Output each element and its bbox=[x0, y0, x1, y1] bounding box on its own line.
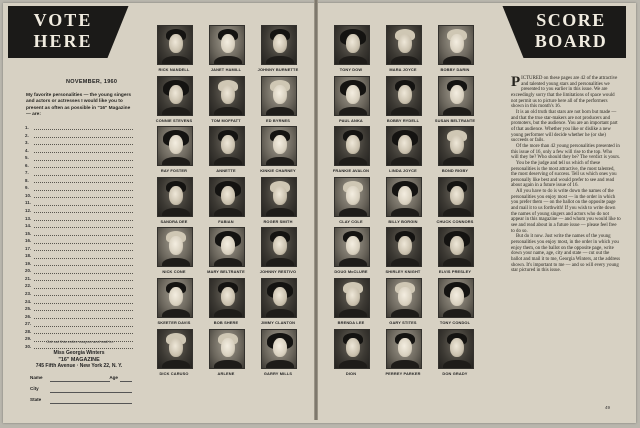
star-portrait bbox=[148, 125, 200, 176]
ballot-line-number: 8. bbox=[25, 177, 29, 183]
page-gutter bbox=[314, 0, 318, 420]
ballot-line-number: 17. bbox=[25, 245, 32, 251]
portrait-caption: SHIRLEY KNIGHT bbox=[385, 269, 421, 275]
ballot-line-number: 22. bbox=[25, 283, 32, 289]
portrait-caption: DON GRADY bbox=[442, 370, 468, 376]
portrait-photo bbox=[209, 177, 245, 217]
star-portrait bbox=[429, 75, 481, 126]
ballot-line-number: 28. bbox=[25, 328, 32, 334]
portrait-caption: BOBBY RYDELL bbox=[386, 117, 420, 123]
portrait-photo bbox=[438, 76, 474, 116]
portrait-caption: FABIAN bbox=[218, 218, 234, 224]
ballot-line-rule[interactable] bbox=[34, 182, 133, 183]
ballot-line-rule[interactable] bbox=[34, 152, 133, 153]
ballot-line-number: 2. bbox=[25, 132, 29, 138]
star-portrait bbox=[148, 75, 200, 126]
portrait-photo bbox=[386, 25, 422, 65]
ballot-line[interactable] bbox=[25, 237, 135, 245]
ballot-line-number: 20. bbox=[25, 268, 32, 274]
portrait-caption: ROGER SMITH bbox=[263, 218, 293, 224]
ballot-intro: My favorite personalities — the young singers and actors or actresses I would like you to present as often as possible in "16" Magazine — are: bbox=[26, 93, 132, 118]
ballot-line-number: 24. bbox=[25, 298, 32, 304]
portrait-caption: ANNETTE bbox=[216, 168, 236, 174]
mail-to-name: Miss Georgia Winters bbox=[53, 350, 105, 356]
ballot-line[interactable] bbox=[25, 147, 135, 155]
star-portrait bbox=[429, 24, 481, 75]
portrait-photo bbox=[261, 25, 297, 65]
name-field[interactable] bbox=[30, 375, 132, 383]
portrait-photo bbox=[334, 278, 370, 318]
ballot-line-number: 9. bbox=[25, 185, 29, 191]
ballot-line-rule[interactable] bbox=[34, 167, 133, 168]
portrait-photo bbox=[209, 227, 245, 267]
portrait-photo bbox=[209, 278, 245, 318]
portrait-caption: DICK CARUSO bbox=[159, 370, 189, 376]
ballot-line-number: 13. bbox=[25, 215, 32, 221]
ballot-line-number: 4. bbox=[25, 147, 29, 153]
ballot-line-rule[interactable] bbox=[34, 129, 133, 130]
ballot-line[interactable] bbox=[25, 320, 135, 328]
portrait-caption: BOBBY DARIN bbox=[440, 67, 470, 72]
ballot-line-number: 16. bbox=[25, 238, 32, 244]
star-portrait bbox=[325, 176, 377, 227]
ballot-line[interactable] bbox=[25, 328, 135, 336]
portrait-photo bbox=[261, 126, 297, 166]
star-portrait bbox=[325, 226, 377, 277]
portrait-photo bbox=[261, 76, 297, 116]
ballot-line[interactable] bbox=[25, 132, 135, 140]
portrait-caption: RAY FOSTER bbox=[160, 168, 188, 174]
ballot-line-rule[interactable] bbox=[34, 303, 133, 304]
drop-cap: P bbox=[511, 74, 521, 90]
star-portrait bbox=[377, 125, 429, 176]
ballot-line[interactable] bbox=[25, 260, 135, 268]
ballot-line-number: 3. bbox=[25, 140, 29, 146]
score-board-banner bbox=[495, 6, 626, 58]
star-portrait bbox=[377, 277, 429, 328]
star-portrait bbox=[148, 176, 200, 227]
ballot-line-number: 6. bbox=[25, 162, 29, 168]
star-portrait bbox=[429, 125, 481, 176]
portrait-caption: BILLY BORGIN bbox=[388, 218, 418, 224]
star-portrait bbox=[429, 328, 481, 379]
ballot-line-number: 21. bbox=[25, 275, 32, 281]
ballot-line-rule[interactable] bbox=[34, 310, 133, 311]
ballot-line[interactable] bbox=[25, 162, 135, 170]
portrait-photo bbox=[334, 25, 370, 65]
ballot-line-number: 29. bbox=[25, 336, 32, 342]
portrait-photo bbox=[334, 126, 370, 166]
ballot-line[interactable] bbox=[25, 177, 135, 185]
portrait-photo bbox=[438, 25, 474, 65]
ballot-line-rule[interactable] bbox=[34, 326, 133, 327]
star-portrait bbox=[252, 277, 304, 328]
ballot-line[interactable] bbox=[25, 267, 135, 275]
portrait-caption: BOND RIGBY bbox=[441, 168, 469, 174]
star-portrait bbox=[429, 277, 481, 328]
ballot-line-rule[interactable] bbox=[34, 280, 133, 281]
ballot-line[interactable] bbox=[25, 199, 135, 207]
portrait-photo bbox=[438, 126, 474, 166]
portrait-photo bbox=[386, 177, 422, 217]
article-paragraph: All you have to do is write down the names of the personalities you enjoy most — in the order in which you prefer them — on the ballot on the opposite page and mail it to us forthwith! If you wish to write down the names of young singers and actors who do not appear in this magazine — and whom you would like to see and read about in a future issue — please feel free to do so. bbox=[511, 189, 621, 234]
ballot-line-rule[interactable] bbox=[34, 235, 133, 236]
portrait-photo bbox=[438, 278, 474, 318]
ballot-line-number: 30. bbox=[25, 343, 32, 349]
article-paragraph: It is an old truth that stars are not born but made — and that the true star-makers are not producers and promoters, but the audience. You are an important part of that audience. Whether you like or dislike a new young performer will decide whether he (or she) succeeds or fails. bbox=[511, 109, 618, 144]
star-portrait bbox=[252, 75, 304, 126]
ballot-line[interactable] bbox=[25, 222, 135, 230]
star-portrait bbox=[377, 226, 429, 277]
portrait-caption: JOHNNY RESTIVO bbox=[259, 269, 297, 275]
portrait-caption: NICK CONE bbox=[162, 269, 186, 275]
portrait-caption: GARRY MILLS bbox=[263, 370, 293, 376]
age-field-line[interactable] bbox=[120, 381, 132, 382]
portrait-caption: CLAY COLE bbox=[339, 218, 363, 224]
portrait-caption: SANDRA DEE bbox=[160, 218, 188, 224]
ballot-line-rule[interactable] bbox=[34, 318, 133, 319]
ballot-line[interactable] bbox=[25, 184, 135, 192]
ballot-line[interactable] bbox=[25, 282, 135, 290]
portrait-caption: JOHNNY BURNETTE bbox=[257, 67, 299, 72]
portrait-photo bbox=[157, 278, 193, 318]
ballot-line-number: 25. bbox=[25, 306, 32, 312]
mail-to-address bbox=[20, 350, 138, 370]
ballot-line[interactable] bbox=[25, 252, 135, 260]
star-portrait bbox=[252, 328, 304, 379]
star-portrait bbox=[200, 176, 252, 227]
star-portrait bbox=[252, 226, 304, 277]
vote-here-title: VOTE HERE bbox=[33, 10, 93, 51]
ballot-line-number: 11. bbox=[25, 200, 31, 206]
star-portrait bbox=[429, 226, 481, 277]
portrait-photo bbox=[261, 329, 297, 369]
ballot-line-number: 26. bbox=[25, 313, 32, 319]
portrait-photo bbox=[386, 126, 422, 166]
portrait-caption: PERREY PARKER bbox=[385, 370, 421, 376]
star-portrait bbox=[148, 24, 200, 75]
ballot-line-rule[interactable] bbox=[34, 197, 133, 198]
portrait-photo bbox=[334, 329, 370, 369]
portrait-photo bbox=[334, 177, 370, 217]
star-portrait bbox=[377, 328, 429, 379]
ballot-line[interactable] bbox=[25, 298, 135, 306]
name-field-label: Name bbox=[30, 375, 43, 380]
ballot-line-rule[interactable] bbox=[34, 265, 133, 266]
score-board-title: SCORE BOARD bbox=[534, 10, 608, 51]
star-portrait bbox=[148, 226, 200, 277]
portrait-caption: BRENDA LEE bbox=[337, 319, 365, 325]
star-portrait bbox=[200, 328, 252, 379]
portrait-caption: SKEETER DAVIS bbox=[157, 319, 191, 325]
state-field-label: State bbox=[30, 397, 42, 402]
article-paragraph bbox=[511, 76, 621, 110]
portrait-photo bbox=[438, 329, 474, 369]
city-field-line[interactable] bbox=[50, 392, 132, 393]
article-text: ICTURED on these pages are 42 of the attractive and talented young stars and personalities we presented to you earlier in this issue. We are exceedingly sorry that the limitations of space would not permit us to picture here all of the performers shown in this month's 16. bbox=[511, 76, 618, 110]
ballot-line-rule[interactable] bbox=[34, 258, 133, 259]
state-field-line[interactable] bbox=[50, 403, 132, 404]
ballot-line[interactable] bbox=[25, 215, 135, 223]
ballot-line-rule[interactable] bbox=[34, 273, 133, 274]
portrait-photo bbox=[386, 76, 422, 116]
portrait-caption: CHUCK CONNORS bbox=[436, 218, 474, 224]
star-portrait bbox=[325, 75, 377, 126]
portrait-caption: JIMMY CLANTON bbox=[260, 319, 296, 325]
portrait-caption: ED BYRNES bbox=[265, 117, 291, 123]
portrait-photo bbox=[157, 227, 193, 267]
portrait-photo bbox=[157, 329, 193, 369]
ballot-line-number: 15. bbox=[25, 230, 32, 236]
ballot-line-rule[interactable] bbox=[34, 295, 133, 296]
ballot-line[interactable] bbox=[25, 275, 135, 283]
age-field-label: Age bbox=[109, 375, 118, 380]
photo-grid-left bbox=[148, 24, 304, 378]
portrait-photo bbox=[209, 329, 245, 369]
portrait-caption: DOUG McCLURE bbox=[334, 269, 368, 275]
ballot-line[interactable] bbox=[25, 290, 135, 298]
portrait-caption: MARA JOYCE bbox=[389, 67, 417, 72]
mail-to-street: 745 Fifth Avenue · New York 22, N. Y. bbox=[35, 363, 123, 370]
portrait-photo bbox=[334, 76, 370, 116]
portrait-caption: FRANKIE AVALON bbox=[332, 168, 370, 174]
state-field[interactable] bbox=[30, 397, 132, 405]
ballot-cut-note: Cut out this entire coupon and mail to: bbox=[46, 339, 114, 344]
ballot-line[interactable] bbox=[25, 245, 135, 253]
portrait-photo bbox=[157, 76, 193, 116]
ballot-line-number: 14. bbox=[25, 223, 32, 229]
portrait-photo bbox=[157, 126, 193, 166]
ballot-line[interactable] bbox=[25, 313, 135, 321]
portrait-caption: TOM MOFFATT bbox=[211, 117, 241, 123]
portrait-photo bbox=[438, 227, 474, 267]
star-portrait bbox=[200, 24, 252, 75]
ballot-line-rule[interactable] bbox=[34, 250, 133, 251]
star-portrait bbox=[252, 24, 304, 75]
ballot-line-rule[interactable] bbox=[34, 288, 133, 289]
city-field-label: City bbox=[30, 386, 39, 391]
ballot-line[interactable] bbox=[25, 230, 135, 238]
ballot-line-number: 27. bbox=[25, 321, 32, 327]
ballot-line-rule[interactable] bbox=[34, 227, 133, 228]
vote-here-banner bbox=[8, 6, 136, 58]
ballot-line-rule[interactable] bbox=[34, 144, 133, 145]
portrait-caption: LINDA JOYCE bbox=[389, 168, 417, 174]
ballot-line-rule[interactable] bbox=[34, 160, 133, 161]
portrait-caption: GARY STITES bbox=[389, 319, 417, 325]
score-board-article bbox=[511, 76, 621, 274]
portrait-caption: DION bbox=[345, 370, 357, 376]
ballot-line-rule[interactable] bbox=[34, 175, 133, 176]
ballot-line-rule[interactable] bbox=[34, 205, 133, 206]
portrait-caption: TONY CONDOL bbox=[439, 319, 471, 325]
ballot-line-number: 7. bbox=[25, 170, 29, 176]
ballot-line-rule[interactable] bbox=[34, 137, 133, 138]
ballot-line-number: 5. bbox=[25, 155, 29, 161]
article-paragraph: But do it now. Just write the names of the young personalities you enjoy most, in the order in which you enjoy them, on the ballot on the opposite page, write down your name, age, city and state — cut out the ballot and mail it to me, Georgia Winters, at the address shown. It's important to me — and so will every young star pictured in this issue. bbox=[511, 234, 621, 274]
ballot-date: NOVEMBER, 1960 bbox=[66, 79, 118, 85]
ballot-line-number: 1. bbox=[25, 125, 29, 130]
mail-to-magazine: "16" MAGAZINE bbox=[58, 356, 100, 363]
star-portrait bbox=[377, 176, 429, 227]
star-portrait bbox=[325, 328, 377, 379]
page-number: 49 bbox=[605, 405, 611, 410]
ballot-line-rule[interactable] bbox=[34, 212, 133, 213]
star-portrait bbox=[252, 125, 304, 176]
portrait-caption: PAUL ANKA bbox=[339, 117, 363, 123]
ballot-line-rule[interactable] bbox=[34, 190, 133, 191]
portrait-photo bbox=[334, 227, 370, 267]
portrait-photo bbox=[261, 227, 297, 267]
portrait-photo bbox=[157, 25, 193, 65]
portrait-photo bbox=[209, 76, 245, 116]
star-portrait bbox=[200, 75, 252, 126]
portrait-photo bbox=[386, 329, 422, 369]
portrait-caption: TONY DOW bbox=[339, 67, 363, 72]
ballot-line-rule[interactable] bbox=[34, 243, 133, 244]
star-portrait bbox=[148, 277, 200, 328]
portrait-caption: ELVIS PRESLEY bbox=[438, 269, 472, 275]
portrait-photo bbox=[386, 278, 422, 318]
ballot-line-number: 19. bbox=[25, 260, 32, 266]
portrait-photo bbox=[209, 25, 245, 65]
star-portrait bbox=[429, 176, 481, 227]
ballot-line[interactable] bbox=[25, 154, 135, 162]
star-portrait bbox=[325, 24, 377, 75]
ballot-line[interactable] bbox=[25, 192, 135, 200]
star-portrait bbox=[148, 328, 200, 379]
article-paragraph: Of the more than 42 young personalities presented in this issue of 16, only a few will rise to the top. Who will they be? Who should they be? The verdict is yours. bbox=[511, 143, 621, 161]
ballot-line-number: 18. bbox=[25, 253, 32, 259]
star-portrait bbox=[325, 277, 377, 328]
star-portrait bbox=[252, 176, 304, 227]
portrait-photo bbox=[386, 227, 422, 267]
star-portrait bbox=[200, 226, 252, 277]
portrait-caption: ARLENE bbox=[217, 370, 235, 376]
ballot-line[interactable] bbox=[25, 207, 135, 215]
portrait-photo bbox=[209, 126, 245, 166]
city-field[interactable] bbox=[30, 386, 132, 394]
star-portrait bbox=[325, 125, 377, 176]
article-paragraph: You be the judge and tell us which of these personalities is the most attractive, the most talented, the most deserving of success. Tell us which ones you personally like best and would prefer to see and read about again in a future issue of 16. bbox=[511, 160, 617, 189]
star-portrait bbox=[200, 125, 252, 176]
portrait-photo bbox=[157, 177, 193, 217]
ballot-line[interactable] bbox=[25, 169, 135, 177]
portrait-caption: RICK NANDELL bbox=[158, 67, 190, 72]
portrait-photo bbox=[261, 177, 297, 217]
star-portrait bbox=[377, 75, 429, 126]
ballot-line-rule[interactable] bbox=[34, 333, 133, 334]
portrait-photo bbox=[261, 278, 297, 318]
ballot-line[interactable] bbox=[25, 305, 135, 313]
portrait-photo bbox=[438, 177, 474, 217]
ballot-coupon bbox=[8, 6, 136, 414]
ballot-line-rule[interactable] bbox=[34, 220, 133, 221]
star-portrait bbox=[200, 277, 252, 328]
portrait-caption: KINKIE CHARNEY bbox=[260, 168, 296, 174]
ballot-line[interactable] bbox=[25, 124, 135, 132]
ballot-line-number: 10. bbox=[25, 192, 32, 198]
ballot-line[interactable] bbox=[25, 139, 135, 147]
portrait-caption: BOB SHERE bbox=[213, 319, 239, 325]
portrait-caption: JANET HAMILL bbox=[210, 67, 242, 72]
portrait-caption: CONNIE STEVENS bbox=[155, 117, 193, 123]
portrait-caption: SUSAN BELTRANTE bbox=[434, 117, 476, 123]
ballot-line-number: 12. bbox=[25, 208, 32, 214]
star-portrait bbox=[377, 24, 429, 75]
ballot-line-number: 23. bbox=[25, 291, 32, 297]
name-field-line[interactable] bbox=[50, 381, 110, 382]
ballot-lines bbox=[25, 124, 135, 350]
photo-grid-right bbox=[325, 24, 481, 378]
portrait-caption: MARY BELTRANTE bbox=[207, 269, 245, 275]
